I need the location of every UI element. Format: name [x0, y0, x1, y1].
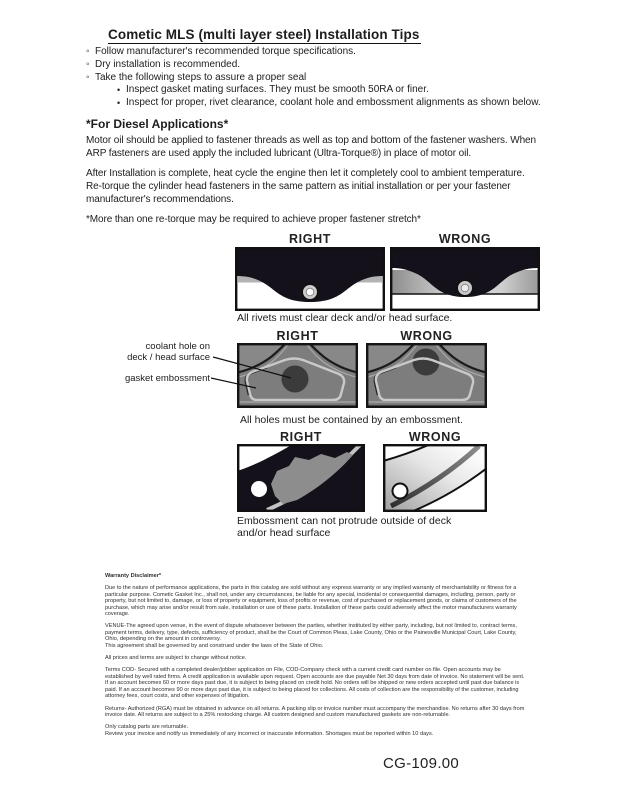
venue-governing-law: This agreement shall be governed by and construed under the laws of the State of Ohio. — [105, 642, 324, 649]
list-item — [86, 46, 546, 59]
rivet-clearance-wrong-diagram — [390, 247, 540, 311]
installation-tips-list — [86, 46, 546, 110]
page-title: Cometic MLS (multi layer steel) Installation Tips — [108, 27, 420, 42]
bullet-icon: ◦ — [86, 46, 90, 57]
list-item — [86, 59, 546, 72]
prices-notice: All prices and terms are subject to change without notice. — [105, 655, 247, 662]
embossment-containment-right-diagram — [237, 343, 358, 408]
right-label: RIGHT — [276, 329, 319, 343]
list-item — [86, 72, 546, 85]
row2-caption: All holes must be contained by an embossment. — [240, 414, 463, 426]
sub-bullet-icon: • — [117, 85, 121, 96]
list-item-text: Follow manufacturer's recommended torque specifications. — [95, 46, 356, 57]
embossment-protrusion-wrong-diagram — [383, 444, 487, 512]
bullet-icon: ◦ — [86, 71, 90, 83]
sub-bullet-icon: • — [117, 98, 121, 109]
gasket-embossment-label: gasket embossment — [124, 373, 210, 384]
coolant-hole-label-line2: deck / head surface — [127, 352, 210, 363]
retorque-note: *More than one re-torque may be required to achieve proper fastener stretch* — [86, 214, 421, 225]
row3-caption-line1: Embossment can not protrude outside of deck — [237, 515, 452, 527]
warranty-disclaimer-section — [105, 573, 529, 743]
warranty-disclaimer-heading: Warranty Disclaimer* — [105, 573, 162, 579]
list-sub-item — [86, 84, 546, 97]
wrong-label: WRONG — [408, 430, 462, 444]
diesel-paragraph-2: After Installation is complete, heat cycle the engine then let it completely cool to ambient temperature. Re-torque the cylinder head fasteners in the same pattern as initial installation or per your fastener manufacturer's recommendations. — [86, 168, 525, 205]
embossment-containment-wrong-diagram — [366, 343, 487, 408]
rivet-clearance-right-diagram — [235, 247, 385, 311]
row3-caption-line2: and/or head surface — [237, 527, 331, 539]
list-item-text: Inspect for proper, rivet clearance, coolant hole and embossment alignments as shown below. — [126, 97, 541, 109]
terms-paragraph: Terms COD- Secured with a completed dealer/jobber application on File, COD-Company check with a current credit card number on file. Open accounts may be established by well rated firms. A credit application is available upon request. Open accounts are due payable Net 30 days from date of invoice. No statement will be sent. If an account becomes 60 or more days past due, it is subject to being placed on credit hold. No orders will be shipped or new orders accepted until past due balance is paid. If an account becomes 90 or more days past due, it is subject to being placed for collections. All costs of collection are the responsibility of the customer, including attorney fees, court costs, and other expenses of litigation. — [105, 667, 525, 700]
wrong-label: WRONG — [400, 329, 453, 343]
bullet-icon: ◦ — [86, 58, 90, 70]
row3-caption — [237, 515, 467, 539]
returns-paragraph: Returns- Authorized (RGA) must be obtained in advance on all returns. A packing slip or invoice number must accompany the merchandise. No returns after 30 days from invoice date. All returns are subject to a 25% restocking charge. All custom designed and custom manufactured gaskets are non-returnable. — [105, 705, 525, 718]
list-item-text: Dry installation is recommended. — [95, 58, 241, 70]
right-label: RIGHT — [280, 430, 322, 444]
warranty-paragraph: Due to the nature of performance applications, the parts in this catalog are sold without any express warranty or any implied warranty of merchantability or fitness for a particular purpose. Cometic Gasket Inc., shall not, under any circumstances, be liable for any special, incidental or consequential damages, including, person, party or property, but not limited to, damage, or loss of property or equipment, loss of profits or revenue, cost of purchased or replacement goods, or claims of customers of the purchase, which may arise and/or result from sale, installation or use of these parts. Installation of these parts could adversely affect the motor manufacturers warranty coverage. — [105, 585, 517, 618]
review-invoice-line: Review your invoice and notify us immediately of any incorrect or inaccurate information. Shortages must be reported within 10 days. — [105, 730, 434, 737]
right-label: RIGHT — [289, 232, 331, 246]
list-item-text: Inspect gasket mating surfaces. They must be smooth 50RA or finer. — [126, 84, 429, 96]
list-sub-item — [86, 97, 546, 110]
venue-paragraph: VENUE-The agreed upon venue, in the event of dispute whatsoever between the parties, whether instituted by either party, including, but not limited to, contract terms, payment terms, delivery, type, defects, sufficiency of product, shall be the Court of Common Pleas, Lake County, Ohio or the Painesville Municipal Court, Lake County, Ohio, depending on the amount in controversy. — [105, 623, 517, 643]
document-code: CG-109.00 — [383, 755, 460, 772]
coolant-hole-label-line1: coolant hole on — [145, 341, 210, 352]
embossment-protrusion-right-diagram — [237, 444, 365, 512]
diesel-applications-heading: *For Diesel Applications* — [86, 117, 229, 131]
diagram-section — [0, 228, 618, 550]
coolant-hole-label — [95, 341, 210, 363]
diesel-paragraph-1: Motor oil should be applied to fastener threads as well as top and bottom of the fastener washers. When ARP fasteners are used apply the included lubricant (Ultra-Torque®) in place of motor oil. — [86, 135, 536, 159]
only-catalog-line: Only catalog parts are returnable. — [105, 724, 189, 731]
row1-caption: All rivets must clear deck and/or head surface. — [237, 312, 453, 324]
wrong-label: WRONG — [438, 232, 492, 246]
list-item-text: Take the following steps to assure a proper seal — [95, 71, 307, 83]
